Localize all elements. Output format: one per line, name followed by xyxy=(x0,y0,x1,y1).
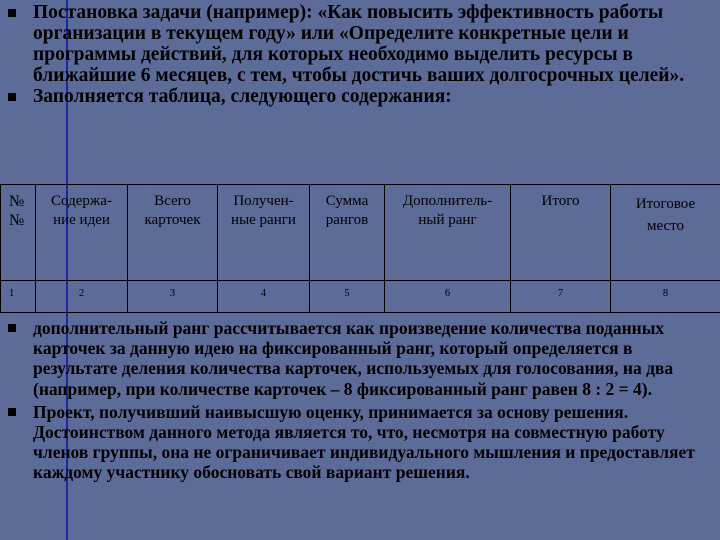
header-line: ные ранги xyxy=(231,212,296,228)
header-line: рангов xyxy=(325,212,369,228)
table-cell: 7 xyxy=(511,281,611,313)
header-line: Содержа- xyxy=(51,193,112,209)
table-cell: 2 xyxy=(36,281,128,313)
table-cell: 5 xyxy=(310,281,385,313)
bullet-task-statement xyxy=(8,2,714,86)
header-line: ный ранг xyxy=(418,212,477,228)
square-bullet-icon xyxy=(8,324,16,332)
bullet-text: Заполняется таблица, следующего содержания: xyxy=(33,86,452,107)
table-cell: 4 xyxy=(218,281,310,313)
table-cell: 8 xyxy=(611,281,720,313)
header-cell-extra-rank xyxy=(385,185,511,281)
header-line: Дополнитель- xyxy=(402,193,493,209)
bullet-extra-rank-explanation xyxy=(8,318,718,399)
table-cell: 6 xyxy=(385,281,511,313)
header-cell-final-place xyxy=(611,185,720,281)
header-cell-cards xyxy=(128,185,218,281)
square-bullet-icon xyxy=(8,9,16,17)
header-line: карточек xyxy=(144,212,201,228)
square-bullet-icon xyxy=(8,93,16,101)
header-line: № xyxy=(9,212,25,229)
bullet-text: Проект, получивший наивысшую оценку, принимается за основу решения. Достоинством данного метода является то, что, несмотря на совместную работу членов группы, она не ограничивает индивидуального мышления и предоставляет каждому участнику обосновать свой вариант решения. xyxy=(33,401,695,483)
header-line: место xyxy=(646,218,685,234)
header-line: Получен- xyxy=(233,193,294,209)
table-header-row xyxy=(1,185,720,281)
header-line: ние идеи xyxy=(53,212,110,228)
header-cell-number xyxy=(1,185,36,281)
header-cell-sum xyxy=(310,185,385,281)
header-line: Итого xyxy=(541,193,580,209)
bullet-text: дополнительный ранг рассчитывается как произведение количества поданных карточек за данную идею на фиксированный ранг, который определяется в результате деления количества карточек, используемых для голосования, на два (например, при количестве карточек – 8 фиксированный ранг равен 8 : 2 = 4). xyxy=(33,318,674,399)
bullet-table-intro xyxy=(8,86,714,107)
bullet-text: Постановка задачи (например): «Как повысить эффективность работы организации в текущем году» или «Определите конкретные цели и программы действий, для которых необходимо выделить ресурсы в ближайшие 6 месяцев, с тем, чтобы достичь ваших долгосрочных целей». xyxy=(33,2,685,86)
header-line: Сумма xyxy=(325,193,369,209)
square-bullet-icon xyxy=(8,408,16,416)
ranking-table xyxy=(0,184,720,313)
header-line: Итоговое xyxy=(635,196,696,212)
table-cell: 1 xyxy=(1,281,36,313)
header-line: № xyxy=(9,193,25,210)
header-cell-ranks xyxy=(218,185,310,281)
bullet-method-conclusion xyxy=(8,402,718,483)
table-cell: 3 xyxy=(128,281,218,313)
header-cell-idea xyxy=(36,185,128,281)
header-cell-total xyxy=(511,185,611,281)
table-number-row xyxy=(1,281,720,313)
top-bullet-list xyxy=(8,2,714,107)
header-line: Всего xyxy=(154,193,191,209)
bottom-bullet-list xyxy=(8,318,718,483)
